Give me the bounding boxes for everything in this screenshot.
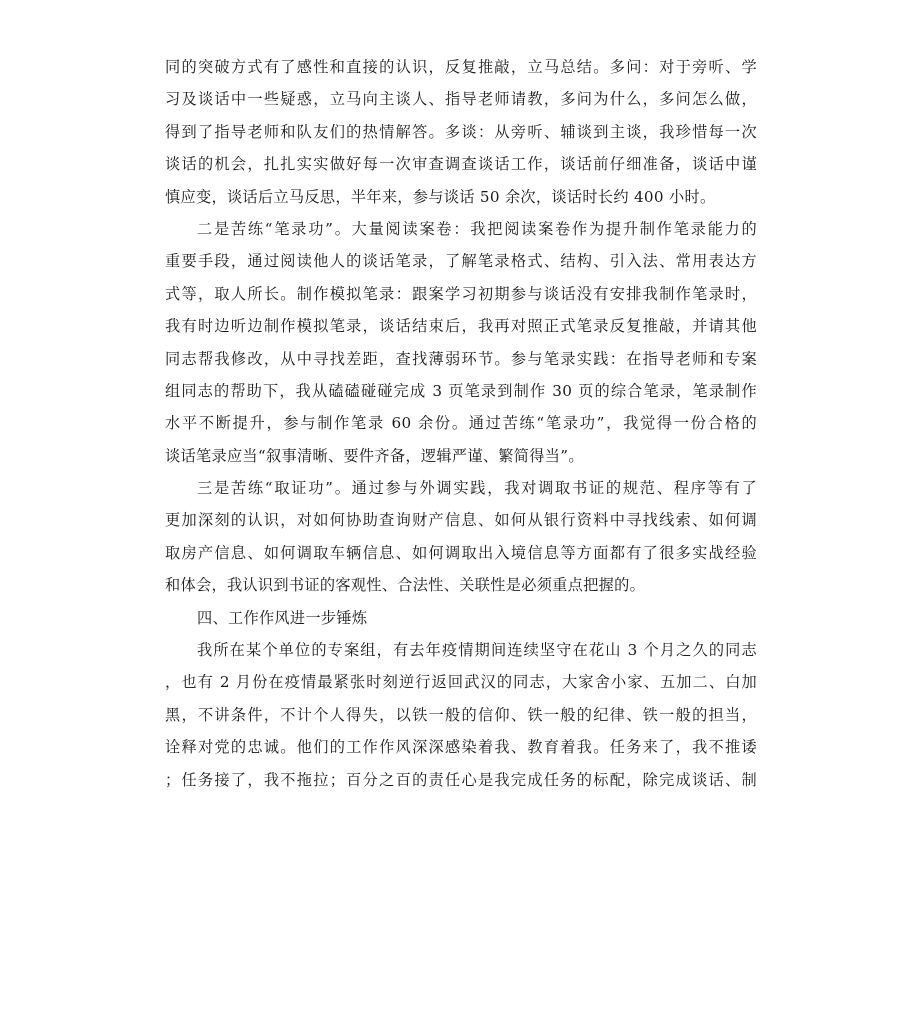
document-body [165, 51, 757, 796]
text-line: 黑，不讲条件，不计个人得失，以铁一般的信仰、铁一般的纪律、铁一般的担当， [165, 705, 757, 724]
text-line: 得到了指导老师和队友们的热情解答。多谈：从旁听、辅谈到主谈，我珍惜每一次 [165, 122, 757, 141]
text-line: 习及谈话中一些疑惑，立马向主谈人、指导老师请教，多问为什么，多问怎么做， [165, 90, 757, 109]
text-line: 我有时边听边制作模拟笔录，谈话结束后，我再对照正式笔录反复推敲，并请其他 [165, 317, 757, 336]
text-line: 式等，取人所长。制作模拟笔录：跟案学习初期参与谈话没有安排我制作笔录时， [165, 284, 757, 303]
text-line: 我所在某个单位的专案组，有去年疫情期间连续坚守在花山 3 个月之久的同志 [197, 641, 757, 660]
text-line: ；任务接了，我不拖拉；百分之百的责任心是我完成任务的标配，除完成谈话、制 [165, 770, 757, 789]
text-line: 慎应变，谈话后立马反思，半年来，参与谈话 50 余次，谈话时长约 400 小时。 [165, 187, 716, 206]
text-line: 重要手段，通过阅读他人的谈话笔录，了解笔录格式、结构、引入法、常用表达方 [165, 252, 757, 271]
text-line: 二是苦练“笔录功”。大量阅读案卷：我把阅读案卷作为提升制作笔录能力的 [197, 219, 757, 238]
text-line: 同志帮我修改，从中寻找差距，查找薄弱环节。参与笔录实践：在指导老师和专案 [165, 349, 757, 368]
text-line: 和体会，我认识到书证的客观性、合法性、关联性是必须重点把握的。 [165, 576, 646, 595]
text-line: 同的突破方式有了感性和直接的认识，反复推敲，立马总结。多问：对于旁听、学 [165, 58, 757, 76]
text-line: 谈话笔录应当“叙事清晰、要件齐备，逻辑严谨、繁简得当”。 [165, 446, 584, 465]
text-line: 更加深刻的认识，对如何协助查询财产信息、如何从银行资料中寻找线索、如何调 [165, 511, 757, 530]
text-line: 三是苦练“取证功”。通过参与外调实践，我对调取书证的规范、程序等有了 [197, 479, 757, 498]
text-line: 水平不断提升，参与制作笔录 60 余份。通过苦练“笔录功”，我觉得一份合格的 [165, 414, 757, 433]
text-line: 谈话的机会，扎扎实实做好每一次审查调查谈话工作，谈话前仔细准备，谈话中谨 [165, 155, 757, 174]
text-line: 四、工作作风进一步锤炼 [197, 608, 368, 627]
text-line: 组同志的帮助下，我从磕磕碰碰完成 3 页笔录到制作 30 页的综合笔录，笔录制作 [165, 381, 757, 400]
text-line: ，也有 2 月份在疫情最紧张时刻逆行返回武汉的同志，大家舍小家、五加二、白加 [165, 673, 757, 692]
text-line: 诠释对党的忠诚。他们的工作作风深深感染着我、教育着我。任务来了，我不推诿 [165, 738, 757, 757]
text-line: 取房产信息、如何调取车辆信息、如何调取出入境信息等方面都有了很多实战经验 [165, 543, 757, 562]
